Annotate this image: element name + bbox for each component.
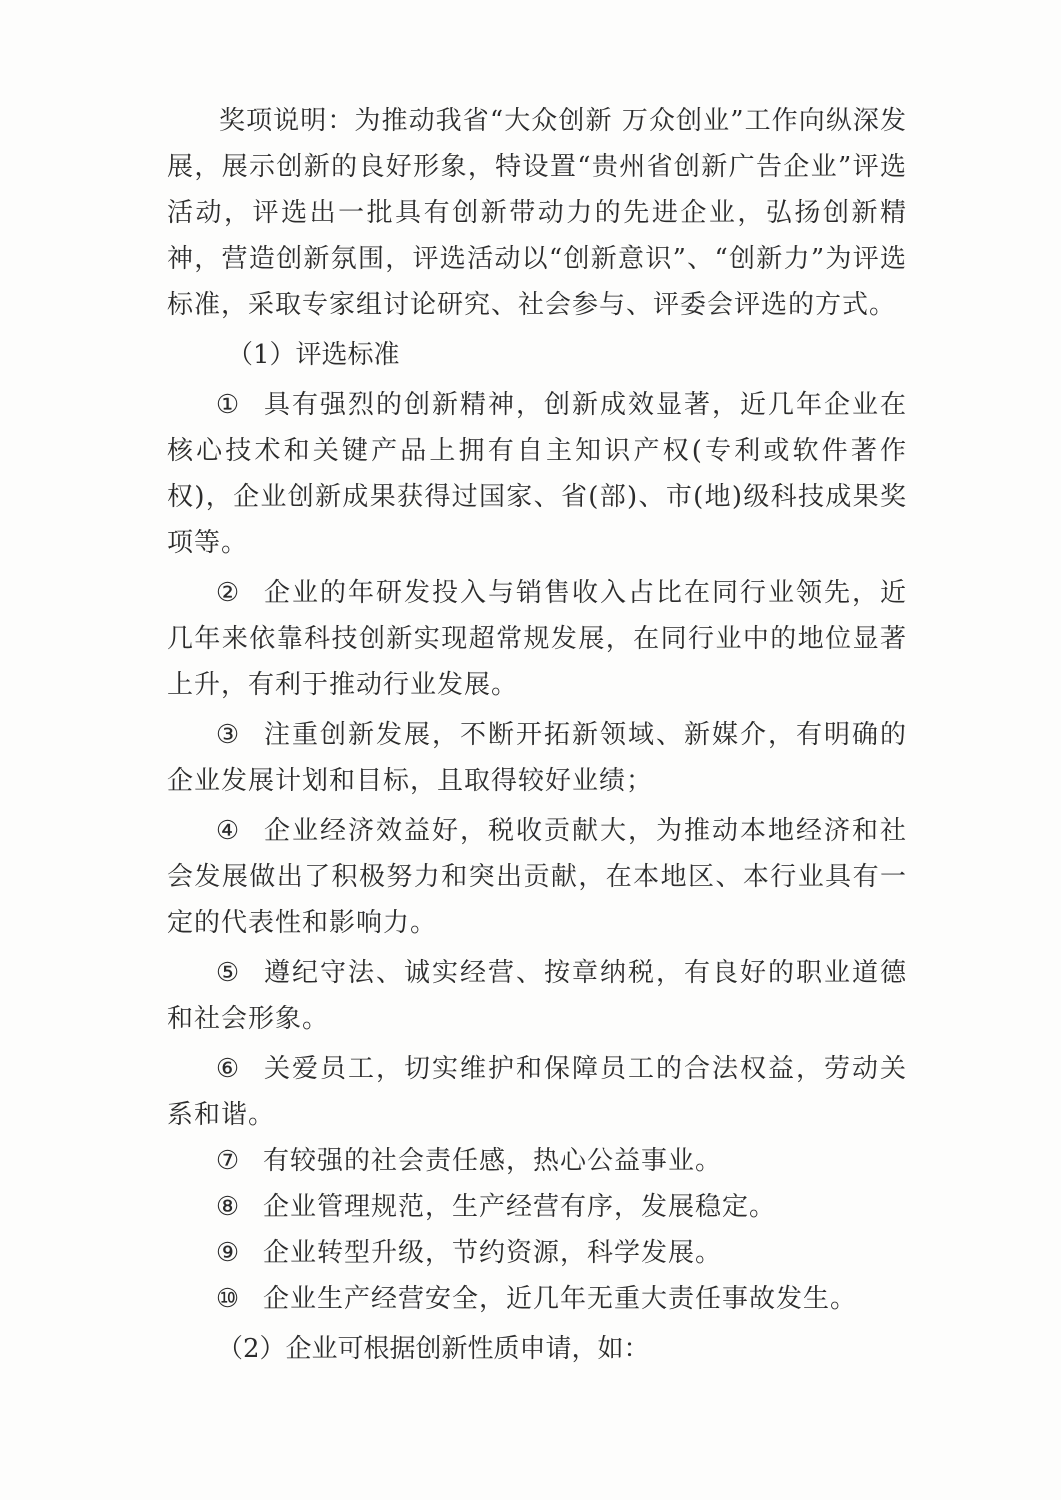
criterion-number: ⑥ bbox=[215, 1054, 241, 1084]
criterion-number: ③ bbox=[215, 720, 241, 750]
criterion-6 bbox=[167, 1046, 907, 1138]
document-body bbox=[167, 98, 907, 1372]
criterion-text: 企业经济效益好，税收贡献大，为推动本地经济和社会发展做出了积极努力和突出贡献，在本地区、本行业具有一定的代表性和影响力。 bbox=[167, 816, 907, 938]
criterion-4 bbox=[167, 808, 907, 946]
criterion-1 bbox=[167, 382, 907, 566]
criterion-3 bbox=[167, 712, 907, 804]
criterion-number: ① bbox=[215, 390, 241, 420]
criterion-text: 关爱员工，切实维护和保障员工的合法权益，劳动关系和谐。 bbox=[167, 1054, 907, 1130]
criterion-8 bbox=[167, 1184, 907, 1230]
criterion-text: 企业的年研发投入与销售收入占比在同行业领先，近几年来依靠科技创新实现超常规发展，在同行业中的地位显著上升，有利于推动行业发展。 bbox=[167, 578, 907, 700]
criterion-text: 有较强的社会责任感，热心公益事业。 bbox=[263, 1146, 723, 1176]
criterion-text: 企业转型升级，节约资源，科学发展。 bbox=[263, 1238, 723, 1268]
intro-paragraph: 奖项说明：为推动我省“大众创新 万众创业”工作向纵深发展，展示创新的良好形象，特设置“贵州省创新广告企业”评选活动，评选出一批具有创新带动力的先进企业，弘扬创新精神，营造创新氛围，评选活动以“创新意识”、“创新力”为评选标准，采取专家组讨论研究、社会参与、评委会评选的方式。 bbox=[167, 106, 907, 320]
criterion-9 bbox=[167, 1230, 907, 1276]
criterion-number: ⑨ bbox=[215, 1238, 241, 1268]
criterion-number: ⑤ bbox=[215, 958, 241, 988]
criterion-number: ⑧ bbox=[215, 1192, 241, 1222]
criterion-7 bbox=[167, 1138, 907, 1184]
criterion-text: 遵纪守法、诚实经营、按章纳税，有良好的职业道德和社会形象。 bbox=[167, 958, 907, 1034]
criterion-10 bbox=[167, 1276, 907, 1322]
section-1-heading: （1）评选标准 bbox=[227, 340, 400, 370]
criterion-number: ④ bbox=[215, 816, 241, 846]
section-2-heading: （2）企业可根据创新性质申请，如： bbox=[217, 1334, 650, 1364]
criterion-number: ⑦ bbox=[215, 1146, 241, 1176]
criterion-text: 企业生产经营安全，近几年无重大责任事故发生。 bbox=[263, 1284, 858, 1314]
criterion-5 bbox=[167, 950, 907, 1042]
criterion-text: 企业管理规范，生产经营有序，发展稳定。 bbox=[263, 1192, 777, 1222]
criterion-2 bbox=[167, 570, 907, 708]
criterion-text: 具有强烈的创新精神，创新成效显著，近几年企业在核心技术和关键产品上拥有自主知识产权(专利或软件著作权)，企业创新成果获得过国家、省(部)、市(地)级科技成果奖项等。 bbox=[167, 390, 907, 558]
criterion-number: ⑩ bbox=[215, 1284, 241, 1314]
criterion-number: ② bbox=[215, 578, 241, 608]
criterion-text: 注重创新发展，不断开拓新领域、新媒介，有明确的企业发展计划和目标，且取得较好业绩； bbox=[167, 720, 907, 796]
